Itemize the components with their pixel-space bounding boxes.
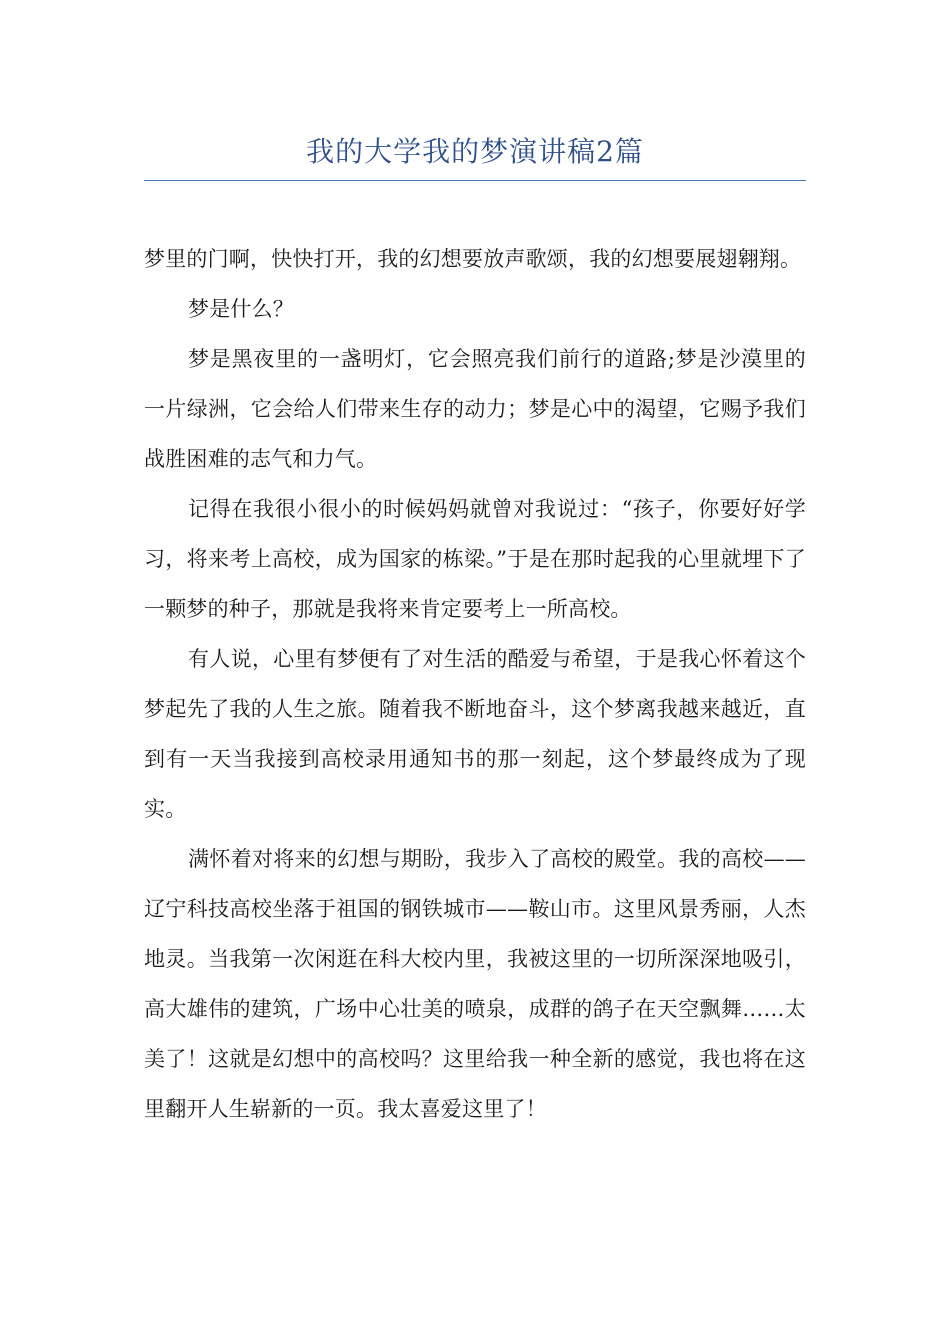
paragraph-3: 梦是黑夜里的一盏明灯，它会照亮我们前行的道路;梦是沙漠里的一片绿洲，它会给人们带来生存的动力；梦是心中的渴望，它赐予我们战胜困难的志气和力气。 [144, 347, 806, 471]
paragraph-5: 有人说，心里有梦便有了对生活的酷爱与希望，于是我心怀着这个梦起先了我的人生之旅。随着我不断地奋斗，这个梦离我越来越近，直到有一天当我接到高校录用通知书的那一刻起，这个梦最终成为了现实。 [144, 647, 806, 821]
document-body [144, 234, 806, 1134]
title-underline [144, 180, 806, 181]
document-title: 我的大学我的梦演讲稿2篇 [306, 135, 644, 168]
paragraph-4: 记得在我很小很小的时候妈妈就曾对我说过：“孩子，你要好好学习，将来考上高校，成为国家的栋梁。”于是在那时起我的心里就埋下了一颗梦的种子，那就是我将来肯定要考上一所高校。 [144, 497, 806, 621]
paragraph-6: 满怀着对将来的幻想与期盼，我步入了高校的殿堂。我的高校——辽宁科技高校坐落于祖国的钢铁城市——鞍山市。这里风景秀丽，人杰地灵。当我第一次闲逛在科大校内里，我被这里的一切所深深地吸引，高大雄伟的建筑，广场中心壮美的喷泉，成群的鸽子在天空飘舞……太美了！这就是幻想中的高校吗？这里给我一种全新的感觉，我也将在这里翻开人生崭新的一页。我太喜爱这里了！ [144, 847, 806, 1121]
paragraph-1: 梦里的门啊，快快打开，我的幻想要放声歌颂，我的幻想要展翅翱翔。 [144, 247, 802, 271]
paragraph-2: 梦是什么？ [188, 297, 294, 321]
